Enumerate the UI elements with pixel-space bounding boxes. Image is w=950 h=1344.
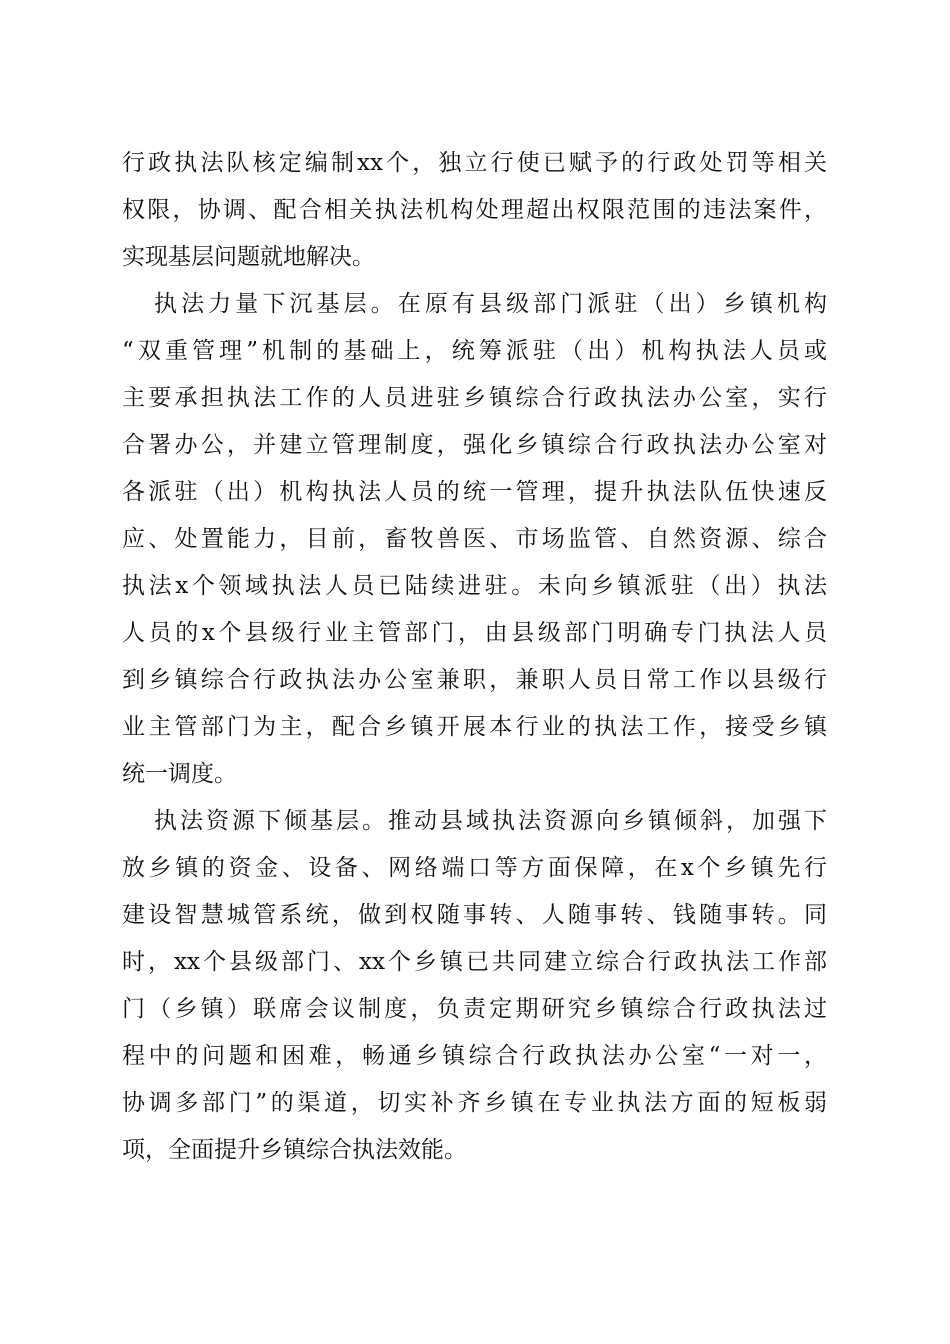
text-line: 项，全面提升乡镇综合执法效能。	[122, 1137, 467, 1163]
text-line: 业主管部门为主，配合乡镇开展本行业的执法工作，接受乡镇	[122, 714, 827, 740]
text-line: 行政执法队核定编制xx个，独立行使已赋予的行政处罚等相关	[122, 150, 827, 176]
text-line: 程中的问题和困难，畅通乡镇综合行政执法办公室“一对一，	[122, 1043, 827, 1069]
text-line: 执法力量下沉基层。在原有县级部门派驻（出）乡镇机构	[154, 291, 827, 317]
paragraph-1	[122, 140, 827, 281]
paragraph-2	[122, 281, 827, 798]
text-line: 应、处置能力，目前，畜牧兽医、市场监管、自然资源、综合	[122, 526, 827, 552]
text-line: 门（乡镇）联席会议制度，负责定期研究乡镇综合行政执法过	[122, 996, 827, 1022]
text-line: 协调多部门”的渠道，切实补齐乡镇在专业执法方面的短板弱	[122, 1090, 827, 1116]
text-line: 权限，协调、配合相关执法机构处理超出权限范围的违法案件，	[122, 197, 827, 223]
text-line: 合署办公，并建立管理制度，强化乡镇综合行政执法办公室对	[122, 432, 827, 458]
text-line: 放乡镇的资金、设备、网络端口等方面保障，在x个乡镇先行	[122, 855, 827, 881]
text-line: 执法资源下倾基层。推动县域执法资源向乡镇倾斜，加强下	[154, 808, 827, 834]
text-line: 主要承担执法工作的人员进驻乡镇综合行政执法办公室，实行	[122, 385, 827, 411]
text-line: 人员的x个县级行业主管部门，由县级部门明确专门执法人员	[122, 620, 827, 646]
text-line: 执法x个领域执法人员已陆续进驻。未向乡镇派驻（出）执法	[122, 573, 827, 599]
text-line: 时，xx个县级部门、xx个乡镇已共同建立综合行政执法工作部	[122, 949, 827, 975]
text-line: 实现基层问题就地解决。	[122, 244, 375, 270]
text-line: 建设智慧城管系统，做到权随事转、人随事转、钱随事转。同	[122, 902, 827, 928]
text-line: 到乡镇综合行政执法办公室兼职，兼职人员日常工作以县级行	[122, 667, 827, 693]
text-line: 统一调度。	[122, 761, 237, 787]
text-line: “双重管理”机制的基础上，统筹派驻（出）机构执法人员或	[122, 338, 827, 364]
text-line: 各派驻（出）机构执法人员的统一管理，提升执法队伍快速反	[122, 479, 827, 505]
paragraph-3	[122, 798, 827, 1174]
body-text	[122, 140, 827, 1174]
